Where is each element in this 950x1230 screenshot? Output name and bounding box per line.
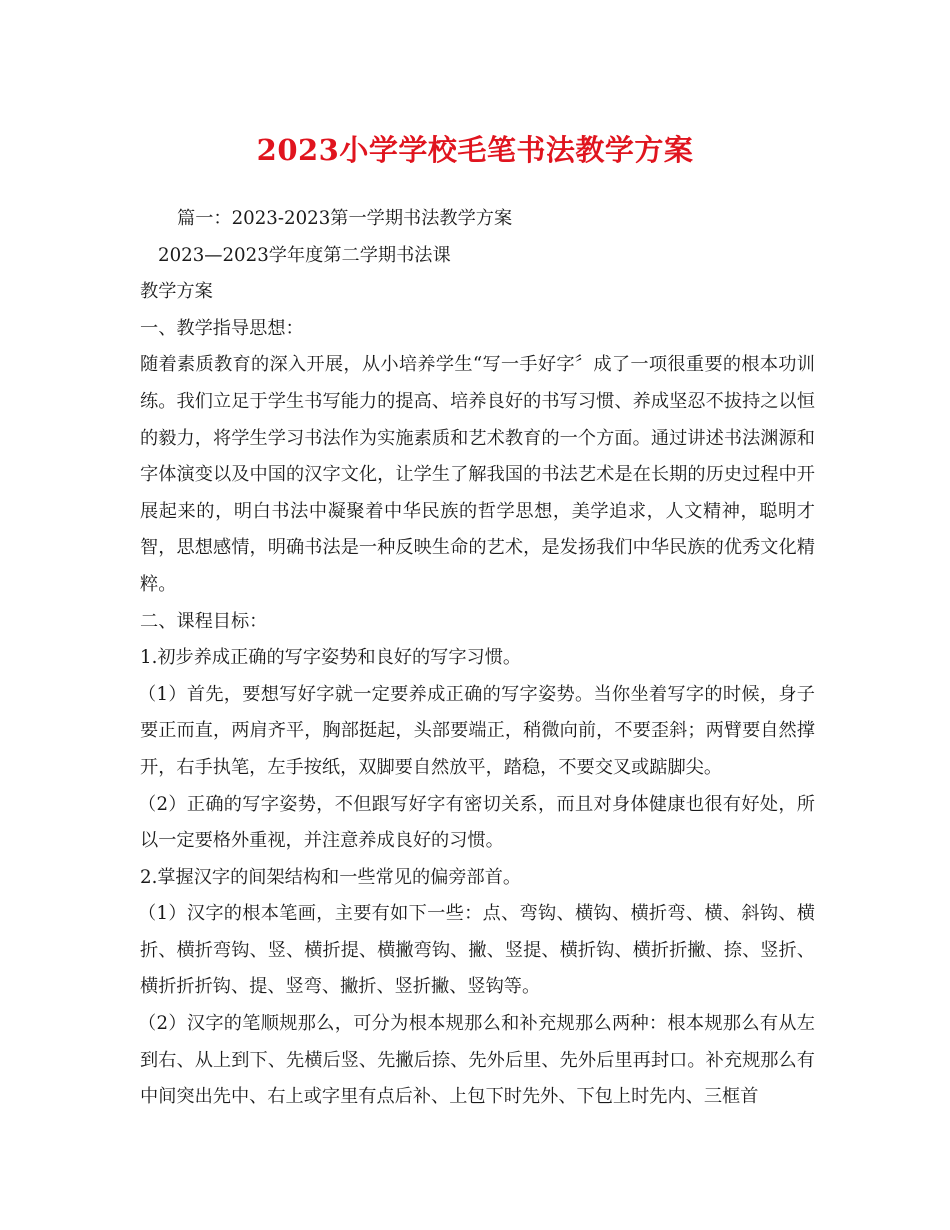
paragraph-goal-2: 2.掌握汉字的间架结构和一些常见的偏旁部首。 (140, 866, 522, 888)
paragraph-heading-guiding-thought: 一、教学指导思想： (140, 317, 304, 339)
paragraph-plan-label: 教学方案 (140, 281, 213, 303)
paragraph-goal-2-item-2: （2）汉字的笔顺规那么，可分为根本规那么和补充规那么两种：根本规那么有从左到右、从上到下、先横后竖、先撇后捺、先外后里、先外后里再封口。补充规那么有中间突出先中、右上或字里有点后补、上包下时先外、下包上时先内、三框首 (138, 1013, 815, 1108)
paragraph-goal-1-item-1: （1）首先，要想写好字就一定要养成正确的写字姿势。当你坐着写字的时候，身子要正而直，两肩齐平，胸部挺起，头部要端正，稍微向前，不要歪斜；两臂要自然撑开，右手执笔，左手按纸，双脚要自然放平，踏稳，不要交叉或踮脚尖。 (138, 683, 815, 778)
paragraph-section-heading: 篇一：2023-2023第一学期书法教学方案 (177, 208, 513, 229)
paragraph-goal-2-item-1: （1）汉字的根本笔画，主要有如下一些：点、弯钩、横钩、横折弯、横、斜钩、横折、横折弯钩、竖、横折提、横撇弯钩、撇、竖提、横折钩、横折折撇、捺、竖折、横折折折钩、提、竖弯、撇折、竖折撇、竖钩等。 (138, 903, 815, 998)
paragraph-goal-1-item-2: （2）正确的写字姿势，不但跟写好字有密切关系，而且对身体健康也很有好处，所以一定要格外重视，并注意养成良好的习惯。 (138, 793, 815, 852)
paragraph-goal-1: 1.初步养成正确的写字姿势和良好的写字习惯。 (140, 647, 522, 669)
paragraph-guiding-thought-body: 随着素质教育的深入开展，从小培养学生“写一手好字〞成了一项很重要的根本功训练。我们立足于学生书写能力的提高、培养良好的书写习惯、养成坚忍不拔持之以恒的毅力，将学生学习书法作为实施素质和艺术教育的一个方面。通过讲述书法渊源和字体演变以及中国的汉字文化，让学生了解我国的书法艺术是在长期的历史过程中开展起来的，明白书法中凝聚着中华民族的哲学思想，美学追求，人文精神，聪明才智，思想感情，明确书法是一种反映生命的艺术，是发扬我们中华民族的优秀文化精粹。 (140, 354, 815, 595)
document-body (140, 201, 815, 1116)
paragraph-heading-course-goals: 二、课程目标： (140, 610, 268, 632)
paragraph-semester-line: 2023—2023学年度第二学期书法课 (158, 244, 451, 266)
document-title: 2023小学学校毛笔书法教学方案 (256, 133, 694, 167)
